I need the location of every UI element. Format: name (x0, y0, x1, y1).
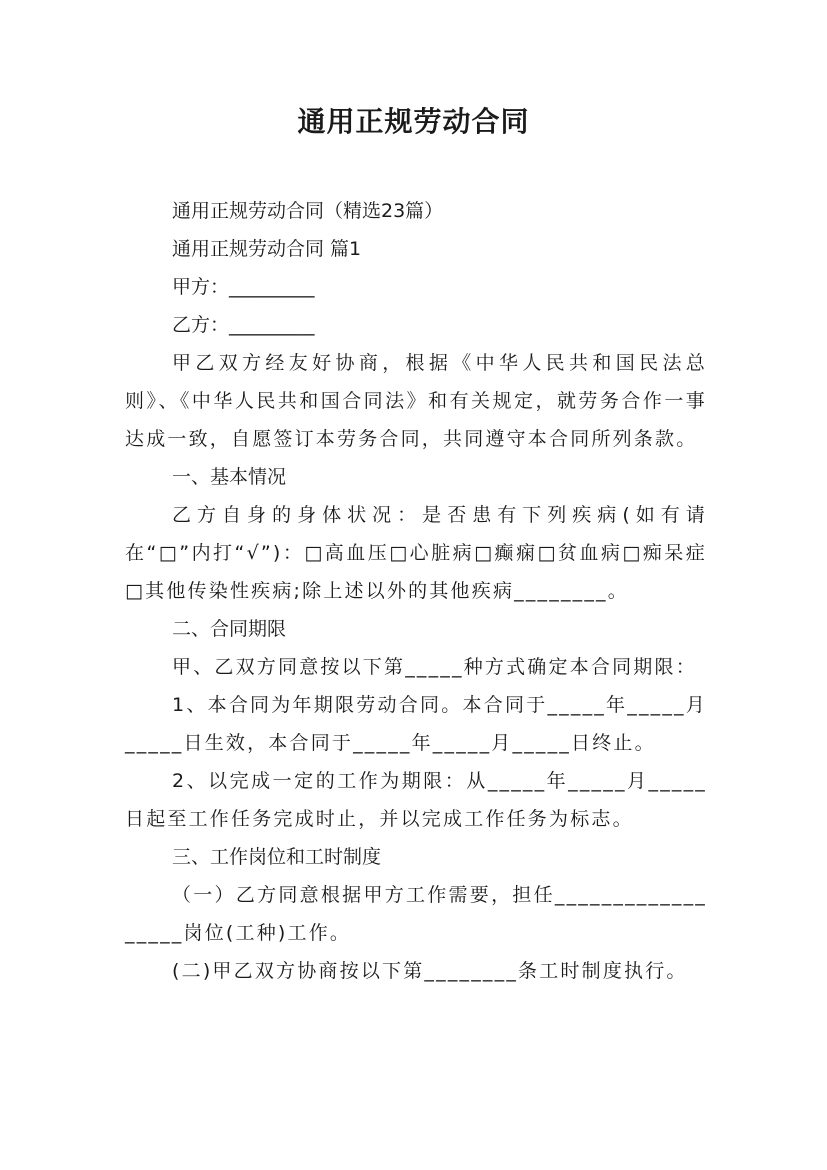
paragraph-position: （一）乙方同意根据甲方工作需要，担任__________________岗位(工种)工作。 (125, 884, 707, 944)
paragraph-heading-term: 二、合同期限 (172, 618, 287, 640)
paragraph-heading-position: 三、工作岗位和工时制度 (172, 846, 382, 868)
paragraph-heading-basic-info: 一、基本情况 (172, 466, 287, 488)
paragraph-term-method: 甲、乙双方同意按以下第_____种方式确定本合同期限： (172, 656, 697, 678)
paragraph-party-b: 乙方：_________ (172, 314, 315, 336)
document-title: 通用正规劳动合同 (297, 105, 530, 138)
paragraph-section-heading: 通用正规劳动合同 篇1 (172, 238, 362, 260)
paragraph-party-a: 甲方：_________ (172, 276, 315, 298)
paragraph-subtitle: 通用正规劳动合同（精选23篇） (172, 200, 444, 222)
paragraph-working-hours: (二)甲乙双方协商按以下第________条工时制度执行。 (172, 960, 688, 982)
paragraph-term-option-2: 2、以完成一定的工作为期限：从_____年_____月_____日起至工作任务完成时止，并以完成工作任务为标志。 (125, 770, 707, 830)
paragraph-health-status: 乙方自身的身体状况：是否患有下列疾病(如有请在“□”内打“√”)：□高血压□心脏病□癫痫□贫血病□痴呆症□其他传染性疾病;除上述以外的其他疾病________。 (125, 504, 707, 602)
paragraph-preamble: 甲乙双方经友好协商，根据《中华人民共和国民法总则》、《中华人民共和国合同法》和有关规定，就劳务合作一事达成一致，自愿签订本劳务合同，共同遵守本合同所列条款。 (125, 352, 707, 450)
document-body (125, 192, 707, 990)
paragraph-term-option-1: 1、本合同为年期限劳动合同。本合同于_____年_____月_____日生效，本合同于_____年_____月_____日终止。 (125, 694, 707, 754)
